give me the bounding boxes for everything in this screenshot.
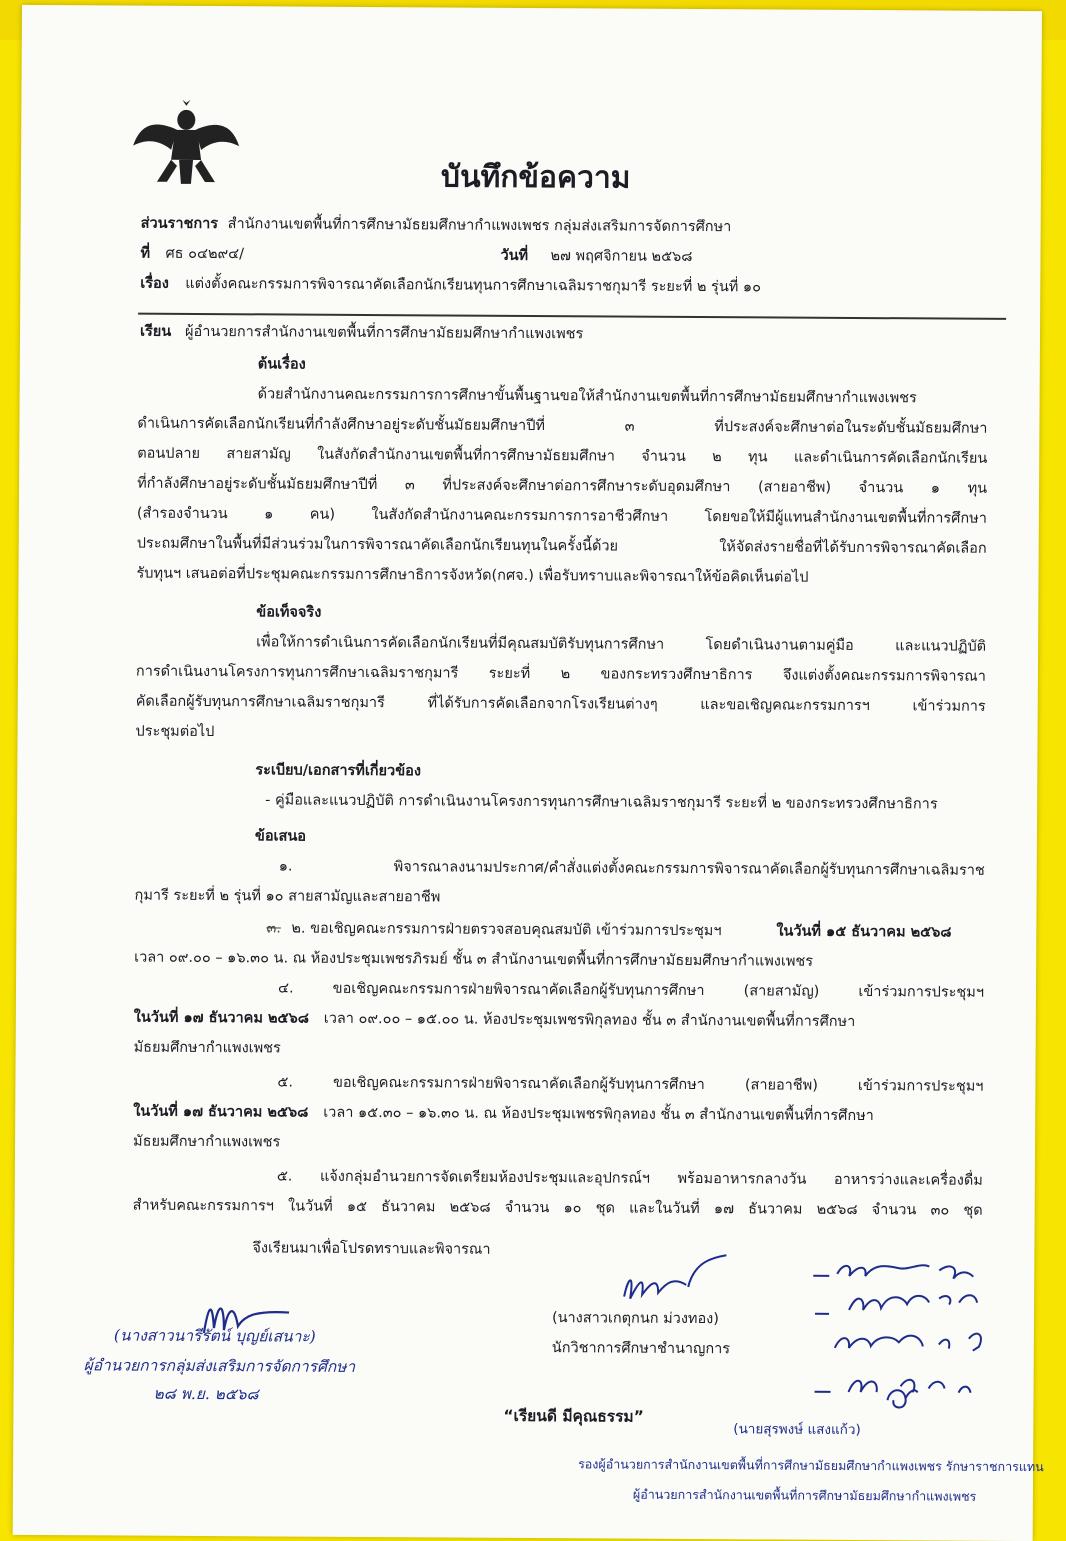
background-line: ที่กำลังศึกษาอยู่ระดับชั้นมัธยมศึกษาปีที่ ๓ ที่ประสงค์จะศึกษาต่อการศึกษาระดับอุดมศึกษา (สายอาชีพ) จำนวน ๑ ทุน xyxy=(137,475,988,497)
proposal-4-date: ในวันที่ ๑๗ ธันวาคม ๒๕๖๘ xyxy=(133,1103,309,1121)
proposal-3-line: ๔. ขอเชิญคณะกรรมการฝ่ายพิจารณาคัดเลือกผู้รับทุนการศึกษา (สายสามัญ) เข้าร่วมการประชุมฯ xyxy=(277,980,985,1001)
middle-signatory-name: (นางสาวเกตุกนก ม่วงทอง) xyxy=(551,1310,719,1328)
background-line: ประถมศึกษาในพื้นที่มีส่วนร่วมในการพิจารณาคัดเลือกนักเรียนทุนในครั้งนี้ด้วย ให้จัดส่งรายชื่อที่ได้รับการพิจารณาคัดเลือก xyxy=(136,535,987,557)
closing-text: จึงเรียนมาเพื่อโปรดทราบและพิจารณา xyxy=(252,1240,491,1258)
proposal-5-line: ๕. แจ้งกลุ่มอำนวยการจัดเตรียมห้องประชุมและอุปกรณ์ฯ พร้อมอาหารกลางวัน อาหารว่างและเครื่องดื่ม xyxy=(276,1168,983,1189)
ref-number: ศธ ๐๔๒๙๔/ xyxy=(165,245,245,263)
proposal-2-line: เวลา ๐๙.๐๐ – ๑๖.๓๐ น. ณ ห้องประชุมเพชรภิรมย์ ชั้น ๓ สำนักงานเขตพื้นที่การศึกษามัธยมศึกษากำแพงเพชร xyxy=(134,949,814,970)
facts-line: คัดเลือกผู้รับทุนการศึกษาเฉลิมราชกุมารี ที่ได้รับการคัดเลือกจากโรงเรียนต่างๆ และขอเชิญคณะกรรมการฯ เข้าร่วมการ xyxy=(135,693,986,715)
right-signatory-title: ผู้อำนวยการสำนักงานเขตพื้นที่การศึกษามัธยมศึกษากำแพงเพชร xyxy=(632,1486,977,1504)
memo-page xyxy=(13,5,1042,1541)
middle-signatory-title: นักวิชาการศึกษาชำนาญการ xyxy=(551,1340,731,1358)
agency-text: สำนักงานเขตพื้นที่การศึกษามัธยมศึกษากำแพงเพชร กลุ่มส่งเสริมการจัดการศึกษา xyxy=(227,216,732,236)
date-label: วันที่ xyxy=(500,247,529,264)
motto-text: “เรียนดี มีคุณธรรม” xyxy=(503,1406,644,1426)
proposal-1-line: ๑. พิจารณาลงนามประกาศ/คำสั่งแต่งตั้งคณะกรรมการพิจารณาคัดเลือกผู้รับทุนการศึกษาเฉลิมราช xyxy=(278,858,985,879)
proposal-2-line: ๒. ขอเชิญคณะกรรมการฝ่ายตรวจสอบคุณสมบัติ เข้าร่วมการประชุมฯ xyxy=(291,920,722,940)
background-line: ด้วยสำนักงานคณะกรรมการการศึกษาขั้นพื้นฐานขอให้สำนักงานเขตพื้นที่การศึกษามัธยมศึกษากำแพงเพชร xyxy=(257,386,917,407)
proposal-1-line: กุมารี ระยะที่ ๒ รุ่นที่ ๑๐ สายสามัญและสายอาชีพ xyxy=(134,887,441,906)
regulations-item: - คู่มือและแนวปฏิบัติ การดำเนินงานโครงการทุนการศึกษาเฉลิมราชกุมารี ระยะที่ ๒ ของกระทรวงศึกษาธิการ xyxy=(265,792,938,813)
facts-line: การดำเนินงานโครงการทุนการศึกษาเฉลิมราชกุมารี ระยะที่ ๒ ของกระทรวงศึกษาธิการ จึงแต่งตั้งคณะกรรมการพิจารณา xyxy=(135,663,986,685)
proposal-4-line: มัธยมศึกษากำแพงเพชร xyxy=(133,1133,281,1151)
left-signatory-date: ๒๘ พ.ย. ๒๕๖๘ xyxy=(153,1384,259,1404)
memo-title: บันทึกข้อความ xyxy=(440,159,631,196)
to-label: เรียน xyxy=(139,323,172,340)
ref-label: ที่ xyxy=(140,245,151,262)
facts-line: ประชุมต่อไป xyxy=(135,723,215,741)
proposal-4-line: ๕. ขอเชิญคณะกรรมการฝ่ายพิจารณาคัดเลือกผู้รับทุนการศึกษา (สายอาชีพ) เข้าร่วมการประชุมฯ xyxy=(277,1074,984,1095)
right-signatory-title: รองผู้อำนวยการสำนักงานเขตพื้นที่การศึกษามัธยมศึกษากำแพงเพชร รักษาราชการแทน xyxy=(578,1456,1044,1475)
header-divider xyxy=(138,313,1006,320)
background-line: ดำเนินการคัดเลือกนักเรียนที่กำลังศึกษาอยู่ระดับชั้นมัธยมศึกษาปีที่ ๓ ที่ประสงค์จะศึกษาต่อในระดับชั้นมัธยมศึกษา xyxy=(137,415,988,437)
right-signature xyxy=(881,1382,921,1414)
garuda-emblem xyxy=(131,98,242,189)
date-value: ๒๗ พฤศจิกายน ๒๕๖๘ xyxy=(550,248,693,265)
proposal-heading: ข้อเสนอ xyxy=(254,828,307,845)
subject-text: แต่งตั้งคณะกรรมการพิจารณาคัดเลือกนักเรียนทุนการศึกษาเฉลิมราชกุมารี ระยะที่ ๒ รุ่นที่ ๑๐ xyxy=(185,275,762,296)
proposal-3-date: ในวันที่ ๑๗ ธันวาคม ๒๕๖๘ xyxy=(133,1009,309,1027)
right-signatory-name: (นายสุรพงษ์ แสงแก้ว) xyxy=(733,1421,861,1439)
proposal-3-line: มัธยมศึกษากำแพงเพชร xyxy=(133,1039,281,1057)
agency-label: ส่วนราชการ xyxy=(140,215,219,233)
proposal-4-line: เวลา ๑๕.๓๐ – ๑๖.๓๐ น. ณ ห้องประชุมเพชรพิกุลทอง ชั้น ๓ สำนักงานเขตพื้นที่การศึกษา xyxy=(323,1104,874,1125)
facts-heading: ข้อเท็จจริง xyxy=(256,604,322,621)
background-heading: ต้นเรื่อง xyxy=(257,356,306,373)
background-line: ตอนปลาย สายสามัญ ในสังกัดสำนักงานเขตพื้นที่การศึกษามัธยมศึกษา จำนวน ๒ ทุน และดำเนินการคัดเลือกนักเรียน xyxy=(137,445,988,467)
subject-label: เรื่อง xyxy=(140,275,169,292)
regulations-heading: ระเบียบ/เอกสารที่เกี่ยวข้อง xyxy=(255,762,421,780)
background-line: รับทุนฯ เสนอต่อที่ประชุมคณะกรรมการศึกษาธิการจังหวัด(กศจ.) เพื่อรับทราบและพิจารณาให้ข้อคิดเห็นต่อไป xyxy=(136,565,809,586)
left-signatory-name: (นางสาวนารีรัตน์ บุญย์เสนาะ) xyxy=(113,1326,316,1346)
proposal-2-struck-number: ๓. xyxy=(266,920,281,937)
proposal-3-line: เวลา ๐๙.๐๐ – ๑๕.๐๐ น. ห้องประชุมเพชรพิกุลทอง ชั้น ๓ สำนักงานเขตพื้นที่การศึกษา xyxy=(323,1010,856,1030)
facts-line: เพื่อให้การดำเนินการคัดเลือกนักเรียนที่มีคุณสมบัติรับทุนการศึกษา โดยดำเนินงานตามคู่มือ และแนวปฏิบัติ xyxy=(256,634,987,655)
to-text: ผู้อำนวยการสำนักงานเขตพื้นที่การศึกษามัธยมศึกษากำแพงเพชร xyxy=(184,323,584,343)
proposal-2-date: ในวันที่ ๑๕ ธันวาคม ๒๕๖๘ xyxy=(776,923,952,941)
proposal-5-line: สำหรับคณะกรรมการฯ ในวันที่ ๑๕ ธันวาคม ๒๕๖๘ จำนวน ๑๐ ชุด และในวันที่ ๑๗ ธันวาคม ๒๕๖๘ จำนวน ๓๐ ชุด xyxy=(132,1197,983,1219)
background-line: (สำรองจำนวน ๑ คน) ในสังกัดสำนักงานคณะกรรมการการอาชีวศึกษา โดยขอให้มีผู้แทนสำนักงานเขตพื้นที่การศึกษา xyxy=(136,505,987,527)
left-signatory-title: ผู้อำนวยการกลุ่มส่งเสริมการจัดการศึกษา xyxy=(83,1356,356,1376)
middle-signature xyxy=(614,1249,734,1310)
